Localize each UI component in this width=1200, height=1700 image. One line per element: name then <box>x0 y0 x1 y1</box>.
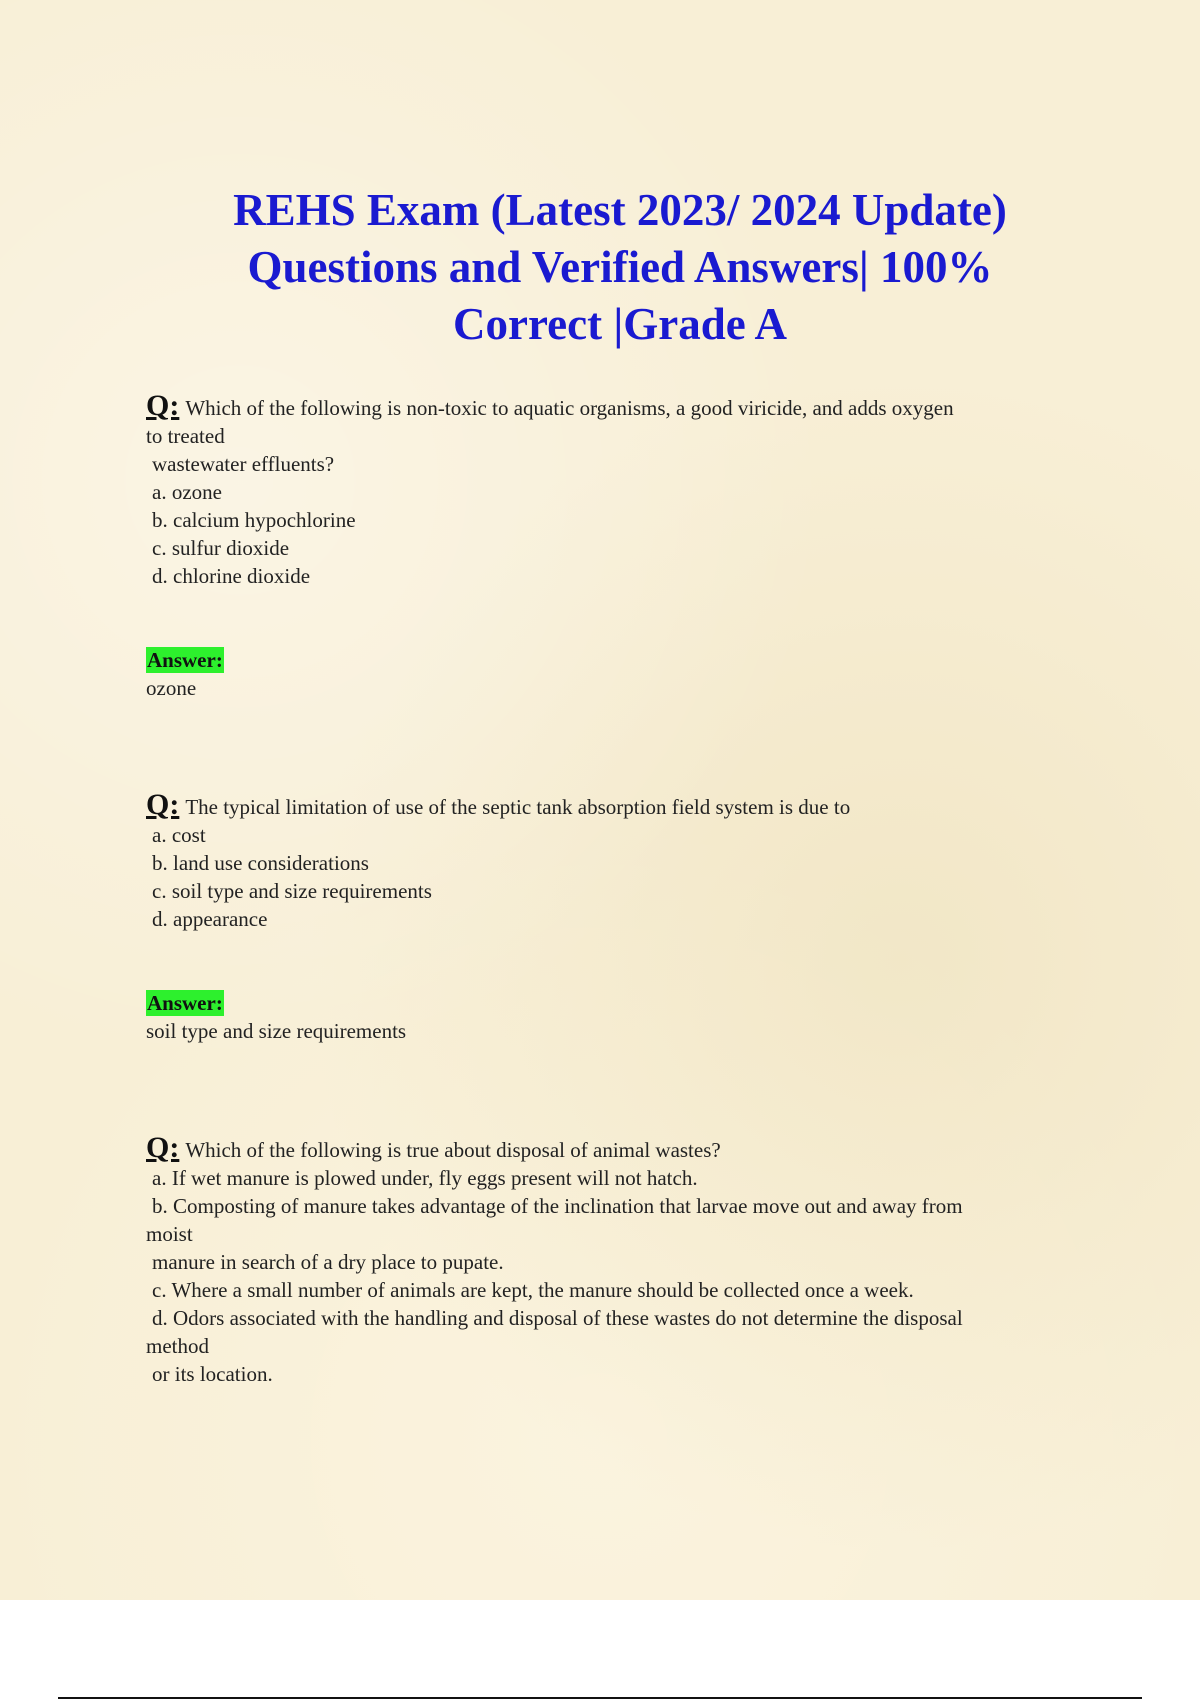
question-text: The typical limitation of use of the septic tank absorption field system is due to <box>185 795 851 819</box>
answer-label: Answer: <box>147 991 223 1015</box>
answer-text: ozone <box>146 676 197 700</box>
question-3 <box>146 1131 1086 1388</box>
option-b: b. land use considerations <box>152 851 369 875</box>
option-b-continued: moist <box>146 1222 193 1246</box>
question-text-continued: wastewater effluents? <box>152 452 335 476</box>
title-line-3: Correct |Grade A <box>453 299 787 349</box>
answer-label: Answer: <box>147 648 223 672</box>
question-label: Q: <box>146 1131 180 1164</box>
question-text-continued: to treated <box>146 424 225 448</box>
option-c: c. sulfur dioxide <box>152 536 290 560</box>
option-d: d. Odors associated with the handling and disposal of these wastes do not determine the disposal <box>152 1306 963 1330</box>
question-text: Which of the following is true about disposal of animal wastes? <box>185 1138 721 1162</box>
option-d: d. appearance <box>152 907 268 931</box>
option-a: a. If wet manure is plowed under, fly eggs present will not hatch. <box>152 1166 698 1190</box>
option-a: a. cost <box>152 823 206 847</box>
option-d: d. chlorine dioxide <box>152 564 311 588</box>
option-b: b. Composting of manure takes advantage of the inclination that larvae move out and away from <box>152 1194 963 1218</box>
option-d-continued: or its location. <box>152 1362 273 1386</box>
question-2 <box>146 788 1086 933</box>
title-line-2: Questions and Verified Answers| 100% <box>247 242 993 292</box>
question-1 <box>146 389 1086 590</box>
option-c: c. Where a small number of animals are kept, the manure should be collected once a week. <box>152 1278 914 1302</box>
option-c: c. soil type and size requirements <box>152 879 432 903</box>
question-text: Which of the following is non-toxic to aquatic organisms, a good viricide, and adds oxygen <box>185 396 954 420</box>
answer-text: soil type and size requirements <box>146 1019 407 1043</box>
option-d-continued: method <box>146 1334 209 1358</box>
question-label: Q: <box>146 389 180 422</box>
answer-1 <box>146 646 1086 702</box>
answer-2 <box>146 989 1086 1045</box>
option-a: a. ozone <box>152 480 222 504</box>
title-line-1: REHS Exam (Latest 2023/ 2024 Update) <box>233 185 1007 235</box>
document-title <box>160 182 1080 353</box>
option-b-continued: manure in search of a dry place to pupate. <box>152 1250 504 1274</box>
option-b: b. calcium hypochlorine <box>152 508 356 532</box>
footer-divider <box>58 1697 1142 1699</box>
question-label: Q: <box>146 788 180 821</box>
